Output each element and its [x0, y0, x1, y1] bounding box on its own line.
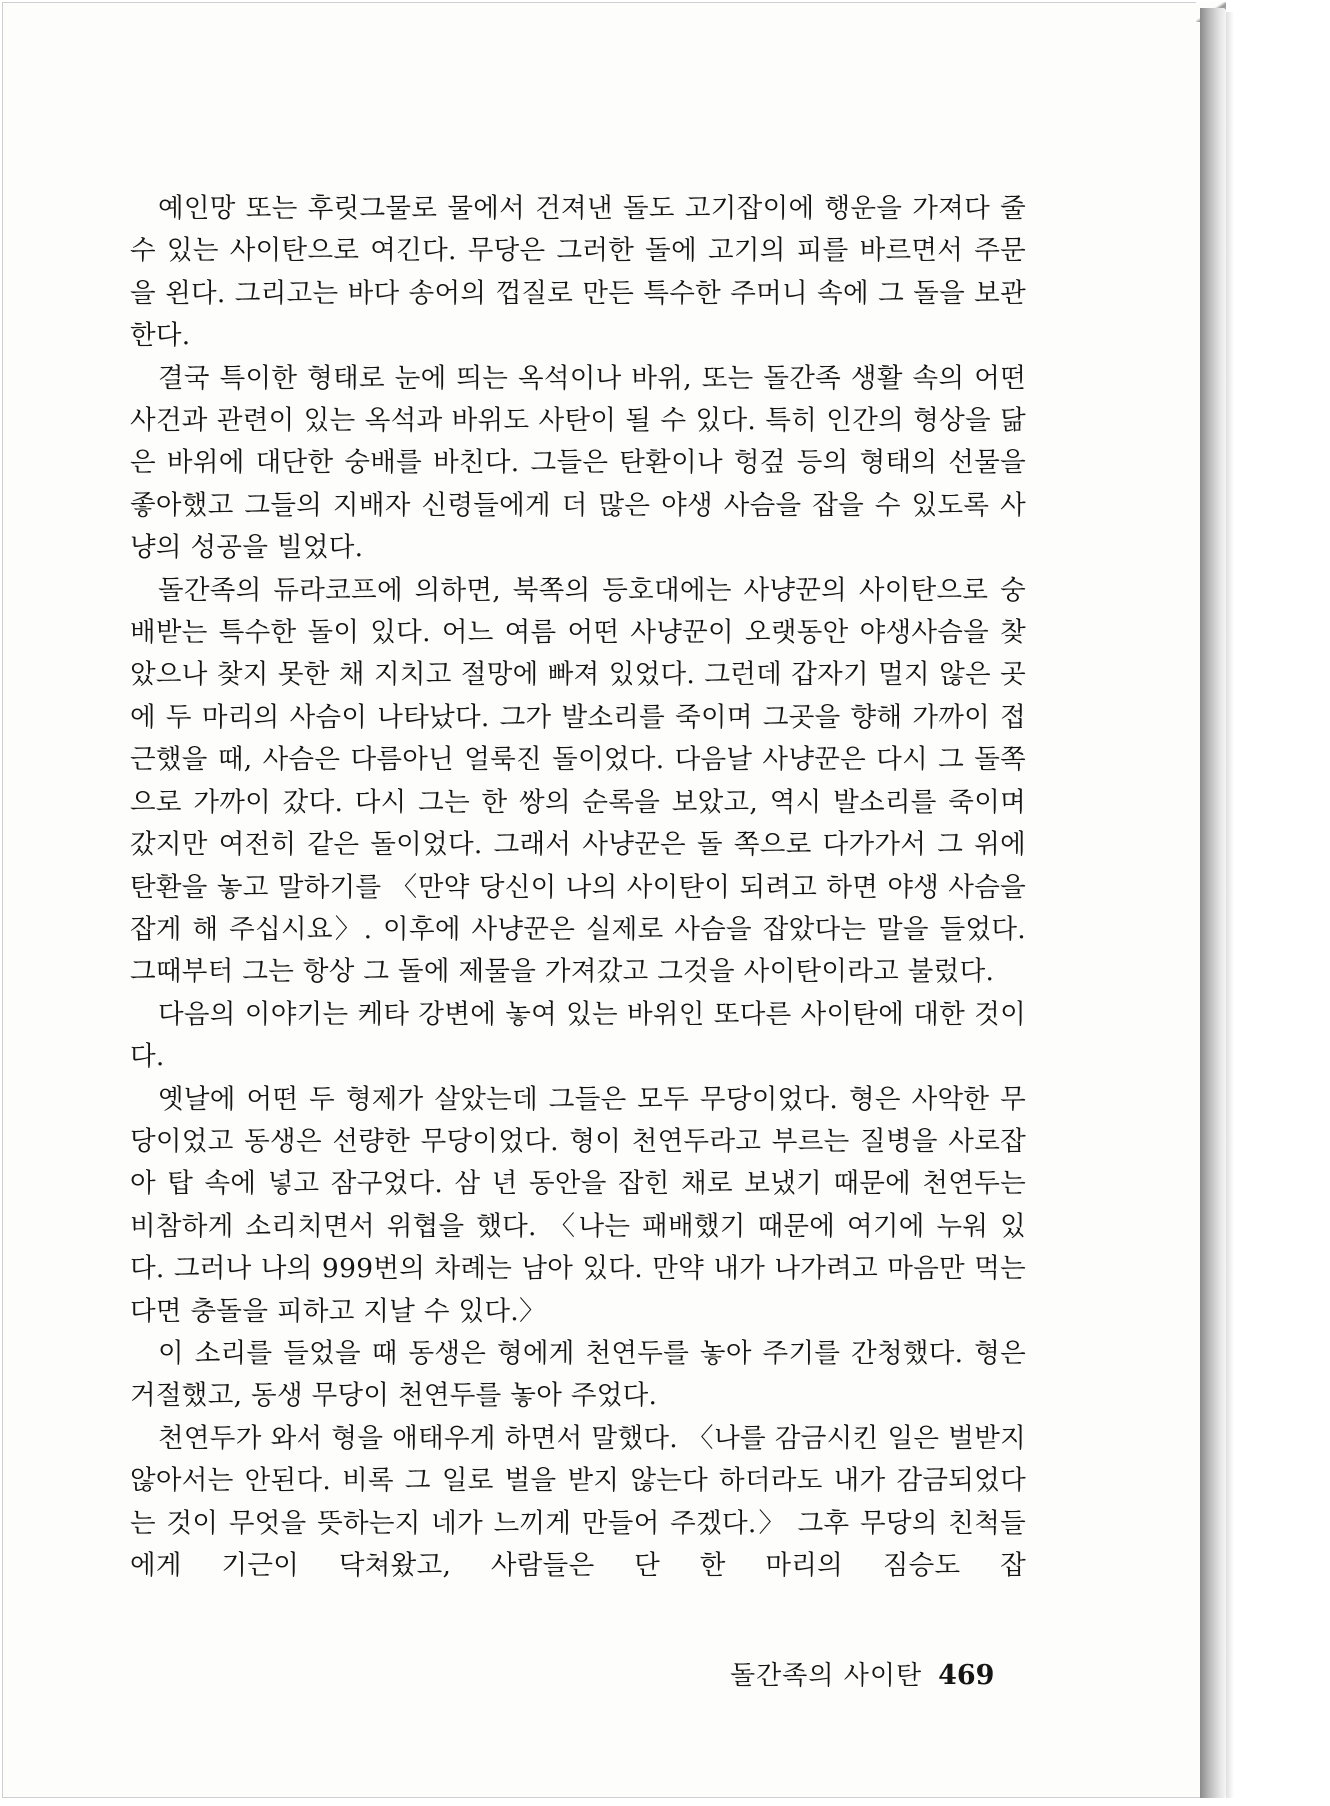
paragraph-hunter-stone: 돌간족의 듀라코프에 의하면, 북쪽의 등호대에는 사냥꾼의 사이탄으로 숭배받는 특수한 돌이 있다. 어느 여름 어떤 사냥꾼이 오랫동안 야생사슴을 찾았으나 찾지 못한 채 지치고 절망에 빠져 있었다. 그런데 갑자기 멀지 않은 곳에 두 마리의 사슴이 나타났다. 그가 발소리를 죽이며 그곳을 향해 가까이 접근했을 때, 사슴은 다름아닌 얼룩진 돌이었다. 다음날 사냥꾼은 다시 그 돌쪽으로 가까이 갔다. 다시 그는 한 쌍의 순록을 보았고, 역시 발소리를 죽이며 갔지만 여전히 같은 돌이었다. 그래서 사냥꾼은 돌 쪽으로 다가가서 그 위에 탄환을 놓고 말하기를 〈만약 당신이 나의 사이탄이 되려고 하면 야생 사슴을 잡게 해 주십시요〉. 이후에 사냥꾼은 실제로 사슴을 잡았다는 말을 들었다. 그때부터 그는 항상 그 돌에 제물을 가져갔고 그것을 사이탄이라고 불렀다. — [130, 574, 1026, 988]
paragraph-smallpox-revenge: 천연두가 와서 형을 애태우게 하면서 말했다. 〈나를 감금시킨 일은 벌받지 않아서는 안된다. 비록 그 일로 벌을 받지 않는다 하더라도 내가 감금되었다는 것이 무엇을 뜻하는지 네가 느끼게 만들어 주겠다.〉 그후 무당의 친척들에게 기근이 닥쳐왔고, 사람들은 단 한 마리의 짐승도 잡 — [130, 1422, 1026, 1581]
paragraph-two-brothers: 옛날에 어떤 두 형제가 살았는데 그들은 모두 무당이었다. 형은 사악한 무당이었고 동생은 선량한 무당이었다. 형이 천연두라고 부르는 질병을 사로잡아 탑 속에 넣고 잠구었다. 삼 년 동안을 잡힌 채로 보냈기 때문에 천연두는 비참하게 소리치면서 위협을 했다. 〈나는 패배했기 때문에 여기에 누워 있다. 그러나 나의 999번의 차례는 남아 있다. 만약 내가 나가려고 마음만 먹는다면 충돌을 피하고 지날 수 있다.〉 — [130, 1083, 1026, 1327]
running-title: 돌간족의 사이탄 — [730, 1661, 923, 1691]
page-shadow — [1226, 12, 1234, 1798]
page-stack-edge — [1200, 8, 1226, 1798]
paragraph-brother-plea: 이 소리를 들었을 때 동생은 형에게 천연두를 놓아 주기를 간청했다. 형은 거절했고, 동생 무당이 천연두를 놓아 주었다. — [130, 1337, 1026, 1412]
paragraph-fishing-stone: 예인망 또는 후릿그물로 물에서 건져낸 돌도 고기잡이에 행운을 가져다 줄 수 있는 사이탄으로 여긴다. 무당은 그러한 돌에 고기의 피를 바르면서 주문을 왼다. 그리고는 바다 송어의 껍질로 만든 특수한 주머니 속에 그 돌을 보관한다. — [130, 193, 1026, 352]
book-page — [2, 2, 1202, 1798]
paragraph-keta-river-intro: 다음의 이야기는 케타 강변에 놓여 있는 바위인 또다른 사이탄에 대한 것이다. — [130, 998, 1026, 1073]
paragraph-boulder-worship: 결국 특이한 형태로 눈에 띄는 옥석이나 바위, 또는 돌간족 생활 속의 어떤 사건과 관련이 있는 옥석과 바위도 사탄이 될 수 있다. 특히 인간의 형상을 닮은 바위에 대단한 숭배를 바친다. 그들은 탄환이나 헝겊 등의 형태의 선물을 좋아했고 그들의 지배자 신령들에게 더 많은 야생 사슴을 잡을 수 있도록 사냥의 성공을 빌었다. — [130, 362, 1026, 564]
page-footer — [730, 1655, 1030, 1692]
page-number: 469 — [938, 1660, 995, 1691]
body-text — [130, 188, 1026, 1587]
